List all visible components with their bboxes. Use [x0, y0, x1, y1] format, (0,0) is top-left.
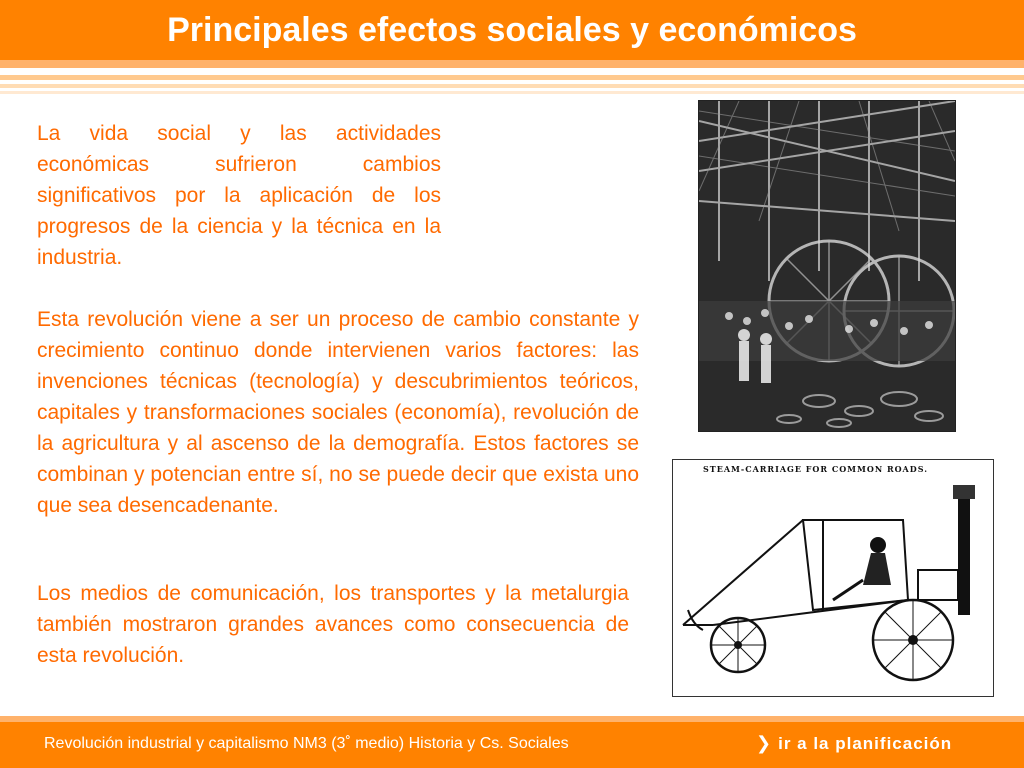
- footer-course-info: Revolución industrial y capitalismo NM3 (3˚ medio) Historia y Cs. Sociales: [44, 735, 569, 752]
- paragraph-transport: Los medios de comunicación, los transportes y la metalurgia también mostraron grandes avances como consecuencia de esta revolución.: [37, 582, 629, 667]
- header-stripe: [0, 91, 1024, 94]
- planning-link-label: ir a la planificación: [778, 734, 953, 753]
- factory-engraving-image: [698, 100, 956, 432]
- header-stripe: [0, 68, 1024, 75]
- chevron-right-icon: ❯: [756, 733, 773, 753]
- header-stripe: [0, 60, 1024, 68]
- slide-title: Principales efectos sociales y económicos: [167, 11, 857, 49]
- paragraph-intro: La vida social y las actividades económicas sufrieron cambios significativos por la aplicación de los progresos de la ciencia y la técnica en la industria.: [37, 122, 441, 269]
- steam-carriage-image: [672, 459, 994, 697]
- planning-link[interactable]: [756, 732, 952, 755]
- paragraph-revolution: Esta revolución viene a ser un proceso de cambio constante y crecimiento continuo donde intervienen varios factores: las invenciones técnicas (tecnología) y descubrimientos teóricos, capitales y transformaciones sociales (economía), revolución de la agricultura y al ascenso de la demografía. Estos factores se combinan y potencian entre sí, no se puede decir que exista uno que sea desencadenante.: [37, 308, 639, 517]
- carriage-caption: STEAM-CARRIAGE FOR COMMON ROADS.: [703, 464, 928, 474]
